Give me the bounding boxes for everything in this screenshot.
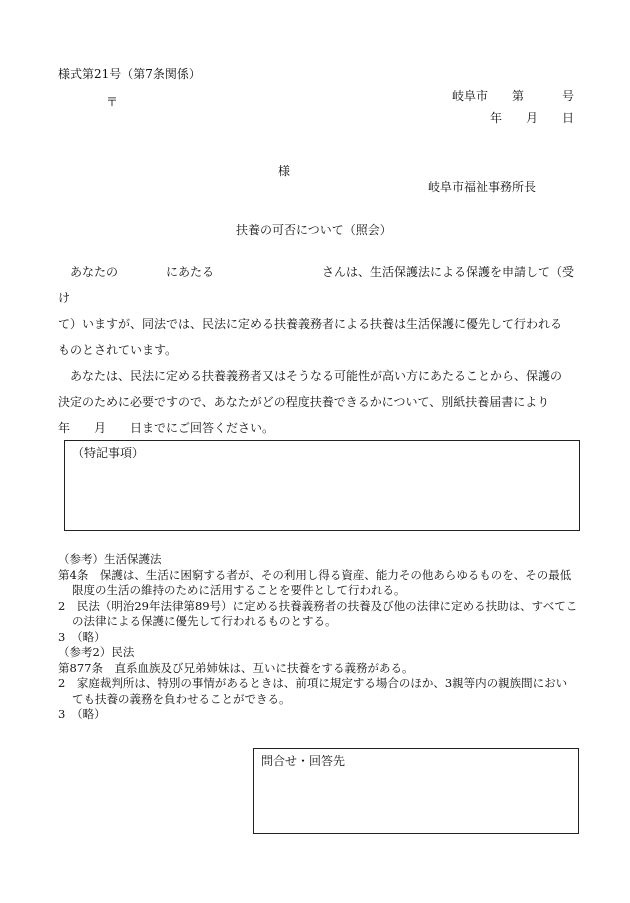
reference2-article877-3: 3 （略） [58, 707, 106, 721]
postal-mark: 〒 [106, 95, 119, 109]
contact-box-label: 問合せ・回答先 [261, 754, 346, 768]
date-day: 日 [562, 111, 575, 125]
city-label: 岐阜市 [452, 89, 489, 103]
body-line: て）いますが、同法では、民法に定める扶養義務者による扶養は生活保護に優先して行われる [58, 317, 563, 331]
special-notes-label: （特記事項） [72, 446, 145, 460]
reference2-article877-2: 2 家庭裁判所は、特別の事情があるときは、前項に規定する場合のほか、3親等内の親族間においても扶養の義務を負わせることができる。 [58, 676, 568, 706]
reference1-article4-3: 3 （略） [58, 629, 106, 644]
reference2-article877-1: 第877条 直系血族及び兄弟姉妹は、互いに扶養をする義務がある。 [58, 660, 414, 675]
contact-box [253, 748, 579, 834]
body-line: 年 月 日までにご回答ください。 [58, 421, 275, 435]
date-year: 年 [490, 111, 503, 125]
number-go: 号 [562, 89, 575, 103]
body-line: ものとされています。 [58, 343, 178, 357]
document-title: 扶養の可否について（照会） [236, 223, 392, 237]
body-text [58, 259, 575, 441]
body-line: あなたの にあたる さんは、生活保護法による保護を申請して（受け [58, 265, 575, 305]
form-number: 様式第21号（第7条関係） [58, 67, 201, 81]
special-notes-box [64, 440, 580, 531]
reference1-article4-1: 第4条 保護は、生活に困窮する者が、その利用し得る資産、能力その他あらゆるものを、その最低限度の生活の維持のために活用することを要件として行われる。 [58, 567, 572, 597]
sender-name: 岐阜市福祉事務所長 [428, 180, 537, 194]
reference2-heading: （参考2）民法 [58, 645, 135, 659]
addressee-sama: 様 [278, 164, 291, 178]
reference1-heading: （参考）生活保護法 [58, 552, 162, 566]
reference-section [58, 552, 578, 723]
body-line: あなたは、民法に定める扶養義務者又はそうなる可能性が高い方にあたることから、保護の [58, 369, 563, 383]
date-month: 月 [526, 111, 539, 125]
number-dai: 第 [512, 89, 525, 103]
reference1-article4-2: 2 民法（明治29年法律第89号）に定める扶養義務者の扶養及び他の法律に定める扶助は、すべてこの法律による保護に優先して行われるものとする。 [58, 598, 578, 628]
body-line: 決定のために必要ですので、あなたがどの程度扶養できるかについて、別紙扶養届書により [58, 395, 550, 409]
